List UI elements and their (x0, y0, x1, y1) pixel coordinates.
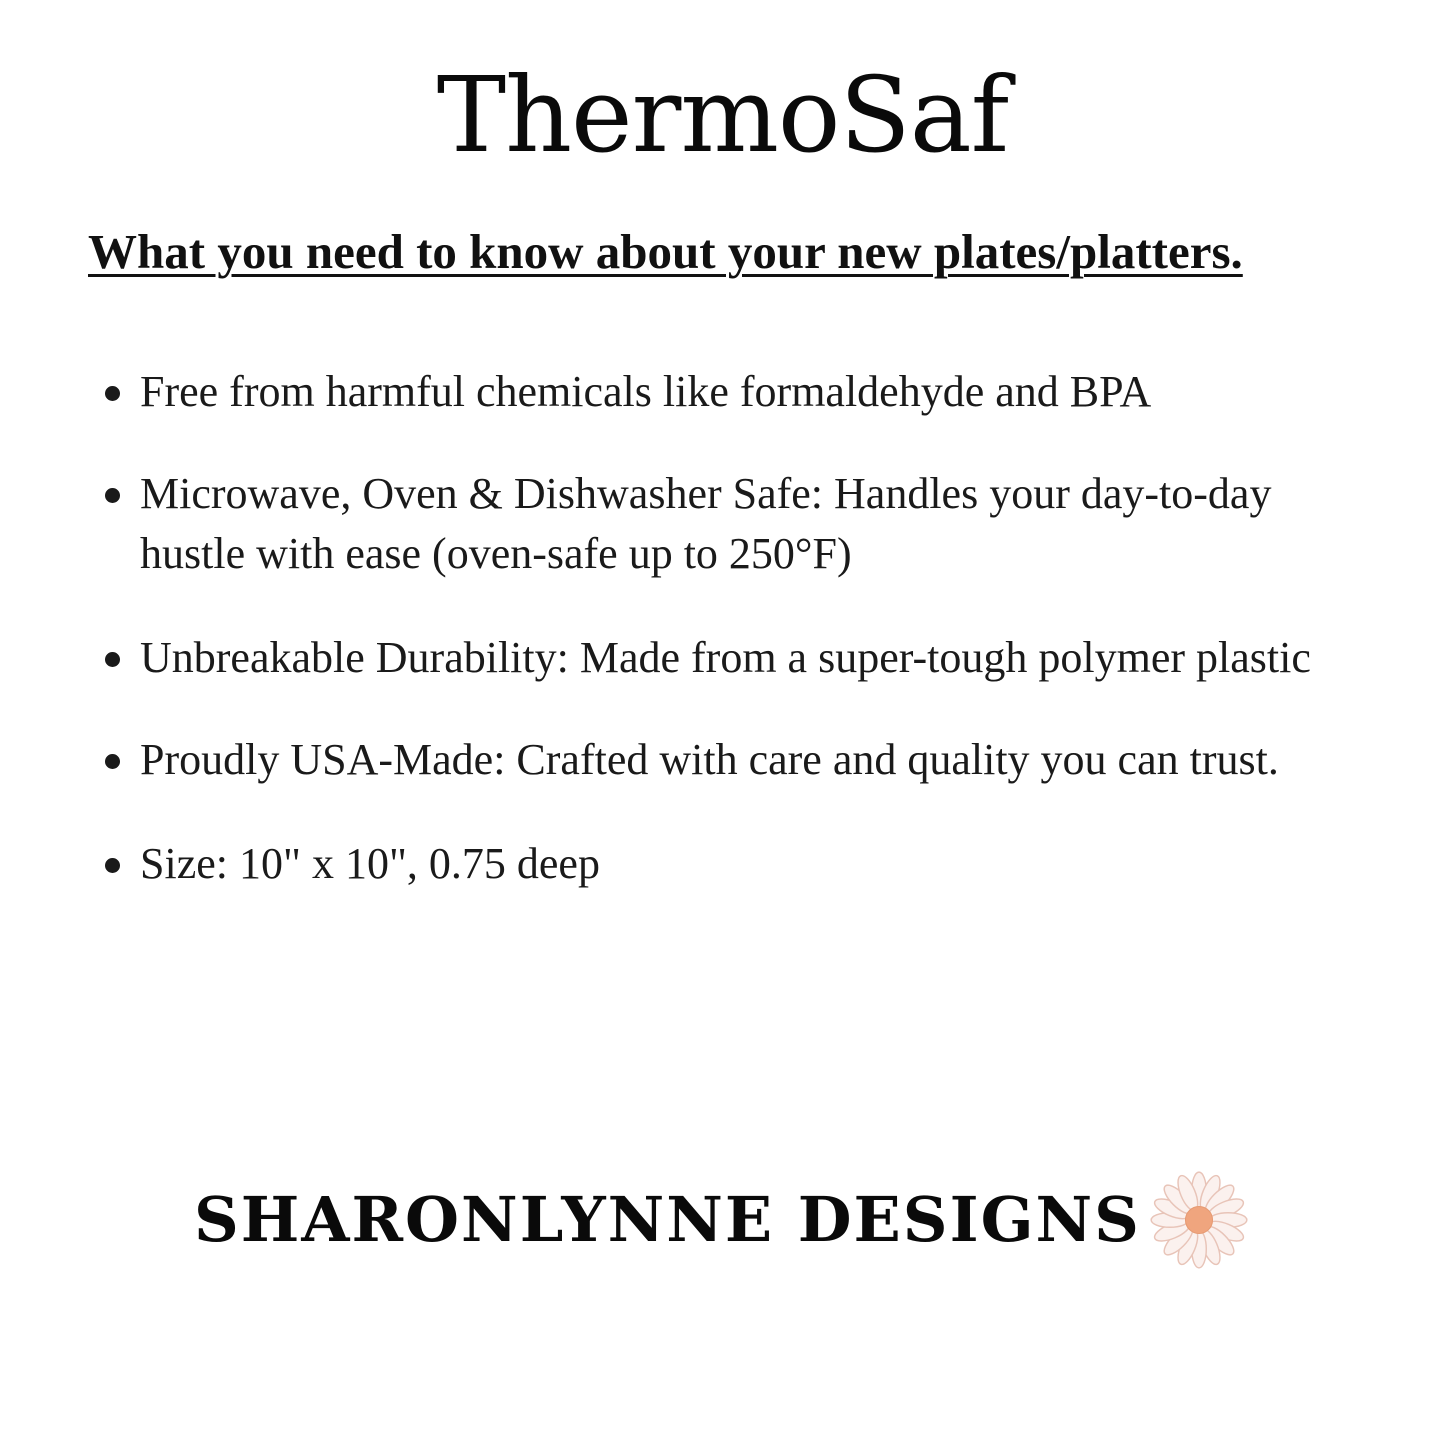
brand-logo (0, 1168, 1445, 1272)
feature-item-chemicals: Free from harmful chemicals like formaldehyde and BPA (100, 362, 1320, 422)
feature-item-size: Size: 10" x 10", 0.75 deep (100, 834, 1320, 894)
daisy-icon (1147, 1168, 1251, 1272)
page-title: ThermoSaf (436, 54, 1009, 176)
brand-name: SHARONLYNNE DESIGNS (194, 1183, 1141, 1256)
feature-list (100, 362, 1320, 938)
feature-item-durability: Unbreakable Durability: Made from a super-tough polymer plastic (100, 628, 1320, 688)
feature-item-origin: Proudly USA-Made: Crafted with care and quality you can trust. (100, 730, 1320, 790)
section-heading: What you need to know about your new plates/platters. (88, 224, 1243, 279)
feature-item-safety: Microwave, Oven & Dishwasher Safe: Handles your day-to-day hustle with ease (oven-safe up to 250°F) (100, 464, 1320, 584)
